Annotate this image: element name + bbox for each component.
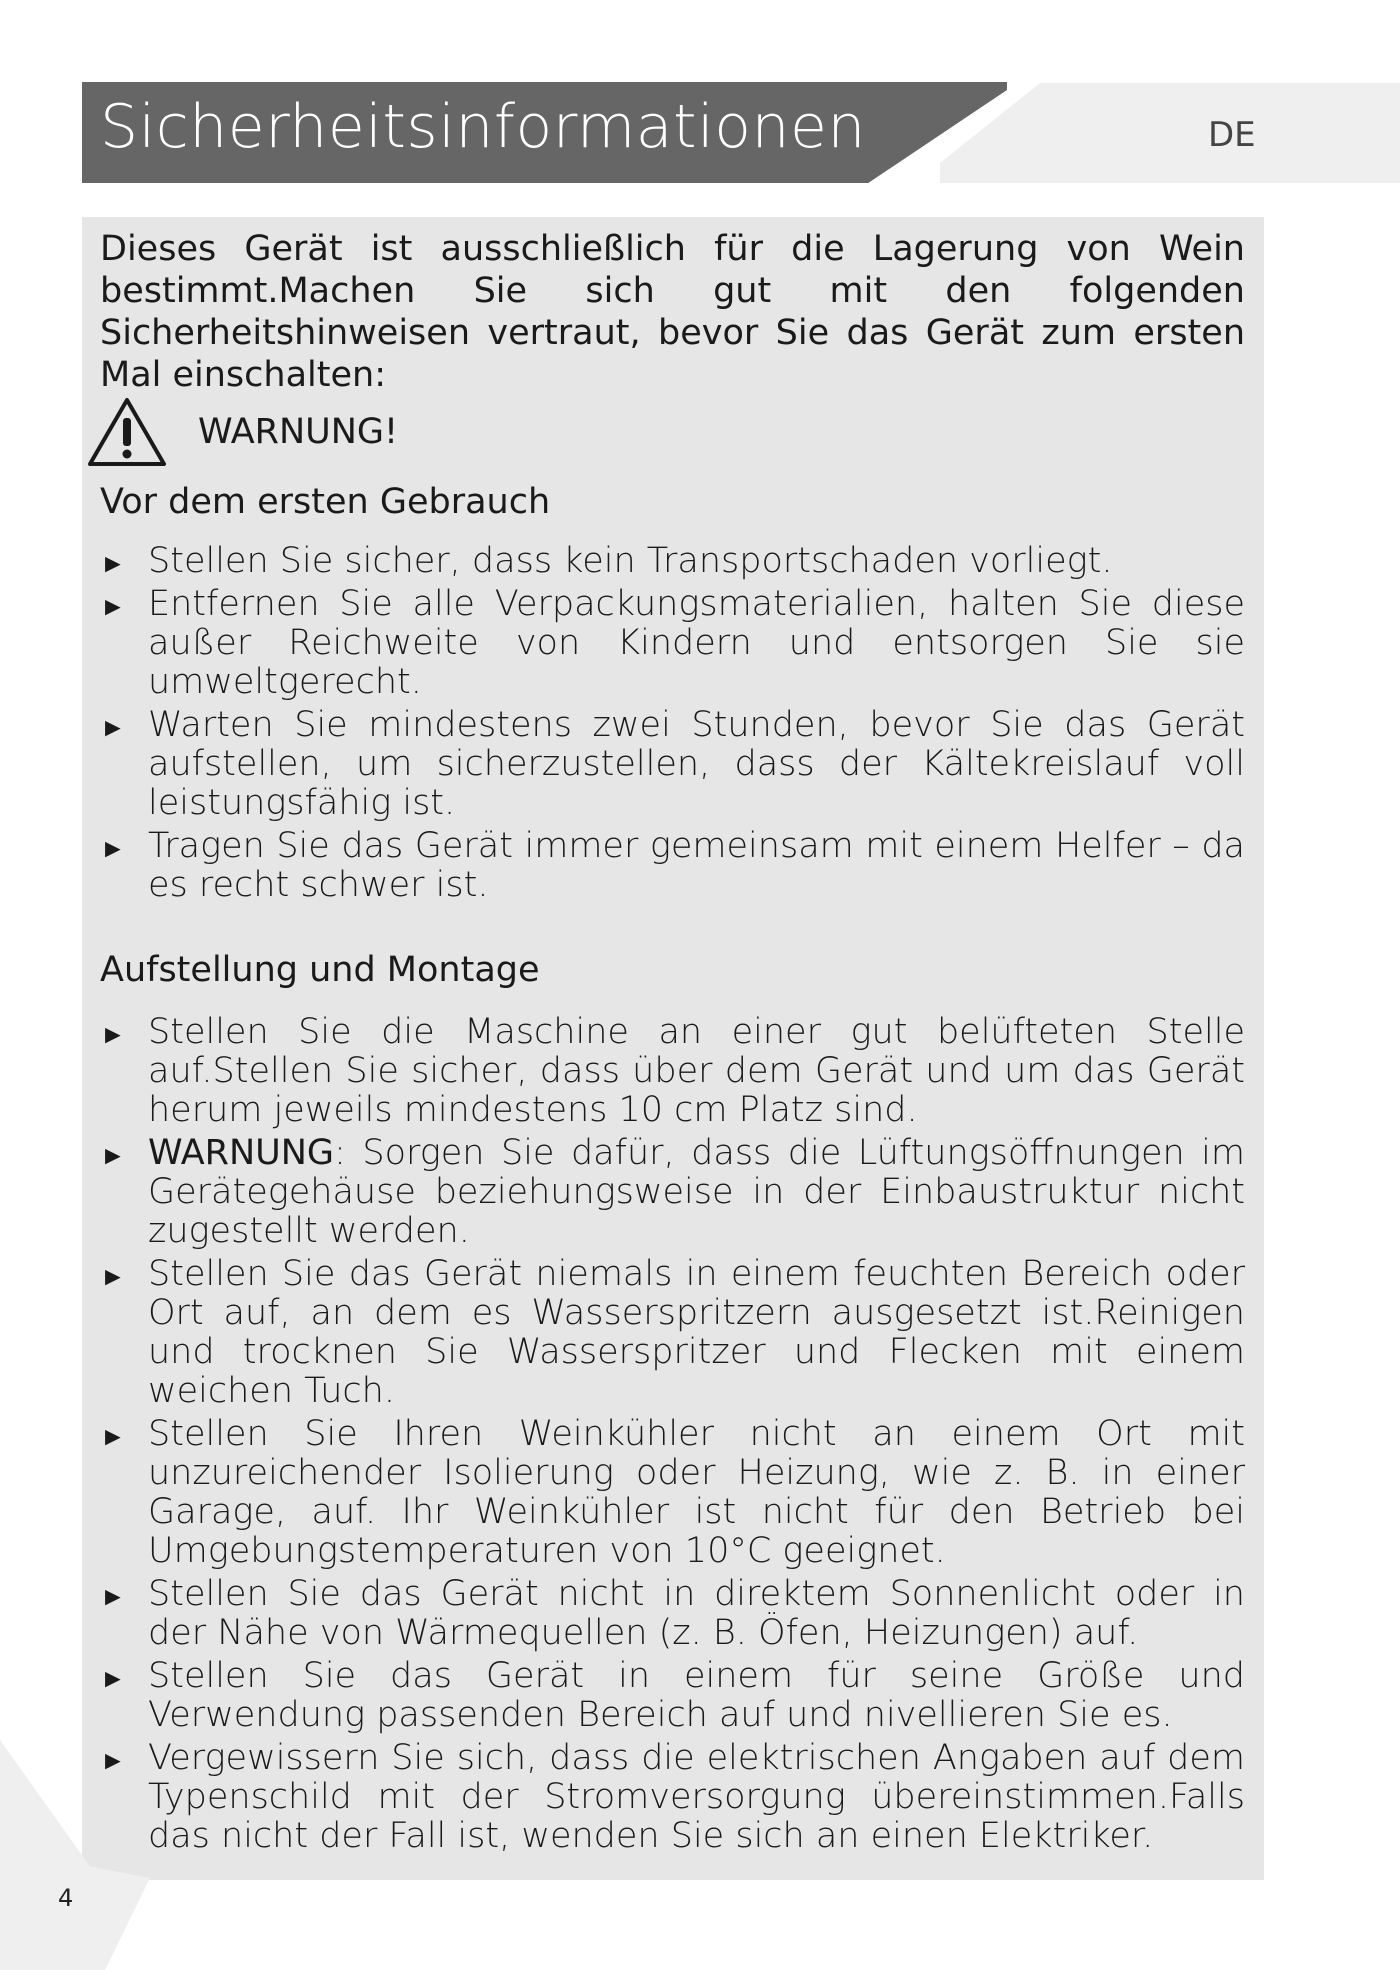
list-item: ► Entfernen Sie alle Verpackungsmaterialien, halten Sie diese außer Reichweite von Kindern und entsorgen Sie sie umweltgerecht. <box>100 584 1245 702</box>
language-code: DE <box>1208 115 1256 155</box>
list-item: ► Stellen Sie das Gerät niemals in einem feuchten Bereich oder Ort auf, an dem es Wasserspritzern ausgesetzt ist.Reinigen und trocknen Sie Wasserspritzer und Flecken mit einem weichen Tuch. <box>100 1254 1245 1411</box>
list-item: ► Stellen Sie das Gerät nicht in direktem Sonnenlicht oder in der Nähe von Wärmequellen (z. B. Öfen, Heizungen) auf. <box>100 1574 1245 1653</box>
first-use-list <box>100 542 1245 909</box>
list-item: ► Tragen Sie das Gerät immer gemeinsam mit einem Helfer – da es recht schwer ist. <box>100 826 1245 905</box>
list-item: ► Warten Sie mindestens zwei Stunden, bevor Sie das Gerät aufstellen, um sicherzustellen, dass der Kältekreislauf voll leistungsfähig ist. <box>100 705 1245 823</box>
installation-list <box>100 1013 1245 1860</box>
bullet-arrow-icon: ► <box>100 549 126 579</box>
warning-label: WARNUNG! <box>198 412 399 452</box>
list-item: ► Stellen Sie das Gerät in einem für seine Größe und Verwendung passenden Bereich auf und nivellieren Sie es. <box>100 1656 1245 1735</box>
warning-keyword: WARNUNG <box>148 1133 335 1173</box>
language-tab-background <box>940 83 1400 183</box>
page-title: Sicherheitsinformationen <box>100 92 866 162</box>
list-item: ► WARNUNG: Sorgen Sie dafür, dass die Lüftungsöffnungen im Gerätegehäuse beziehungsweise in der Einbaustruktur nicht zugestellt werden. <box>100 1133 1245 1251</box>
bullet-arrow-icon: ► <box>100 1020 126 1050</box>
bullet-arrow-icon: ► <box>100 1664 126 1694</box>
bullet-arrow-icon: ► <box>100 1262 126 1292</box>
bullet-arrow-icon: ► <box>100 1582 126 1612</box>
bullet-arrow-icon: ► <box>100 834 126 864</box>
bullet-arrow-icon: ► <box>100 713 126 743</box>
section-heading-installation: Aufstellung und Montage <box>100 950 540 990</box>
list-item: ► Vergewissern Sie sich, dass die elektrischen Angaben auf dem Typenschild mit der Stromversorgung übereinstimmen.Falls das nicht der Fall ist, wenden Sie sich an einen Elektriker. <box>100 1738 1245 1856</box>
bullet-arrow-icon: ► <box>100 592 126 622</box>
bullet-arrow-icon: ► <box>100 1422 126 1452</box>
list-item: ► Stellen Sie sicher, dass kein Transportschaden vorliegt. <box>100 542 1245 581</box>
page-number: 4 <box>58 1884 74 1912</box>
warning-triangle-icon <box>86 396 168 468</box>
bullet-arrow-icon: ► <box>100 1746 126 1776</box>
list-item: ► Stellen Sie Ihren Weinkühler nicht an einem Ort mit unzureichender Isolierung oder Heizung, wie z. B. in einer Garage, auf. Ihr Weinkühler ist nicht für den Betrieb bei Umgebungstemperaturen von 10°C geeignet. <box>100 1414 1245 1571</box>
list-item: ► Stellen Sie die Maschine an einer gut belüfteten Stelle auf.Stellen Sie sicher, dass über dem Gerät und um das Gerät herum jeweils mindestens 10 cm Platz sind. <box>100 1012 1245 1130</box>
intro-paragraph: Dieses Gerät ist ausschließlich für die Lagerung von Wein bestimmt.Machen Sie sich gut mit den folgenden Sicherheitshinweisen vertraut, bevor Sie das Gerät zum ersten Mal einschalten: <box>100 229 1245 395</box>
section-heading-first-use: Vor dem ersten Gebrauch <box>100 482 551 522</box>
bullet-arrow-icon: ► <box>100 1141 126 1171</box>
